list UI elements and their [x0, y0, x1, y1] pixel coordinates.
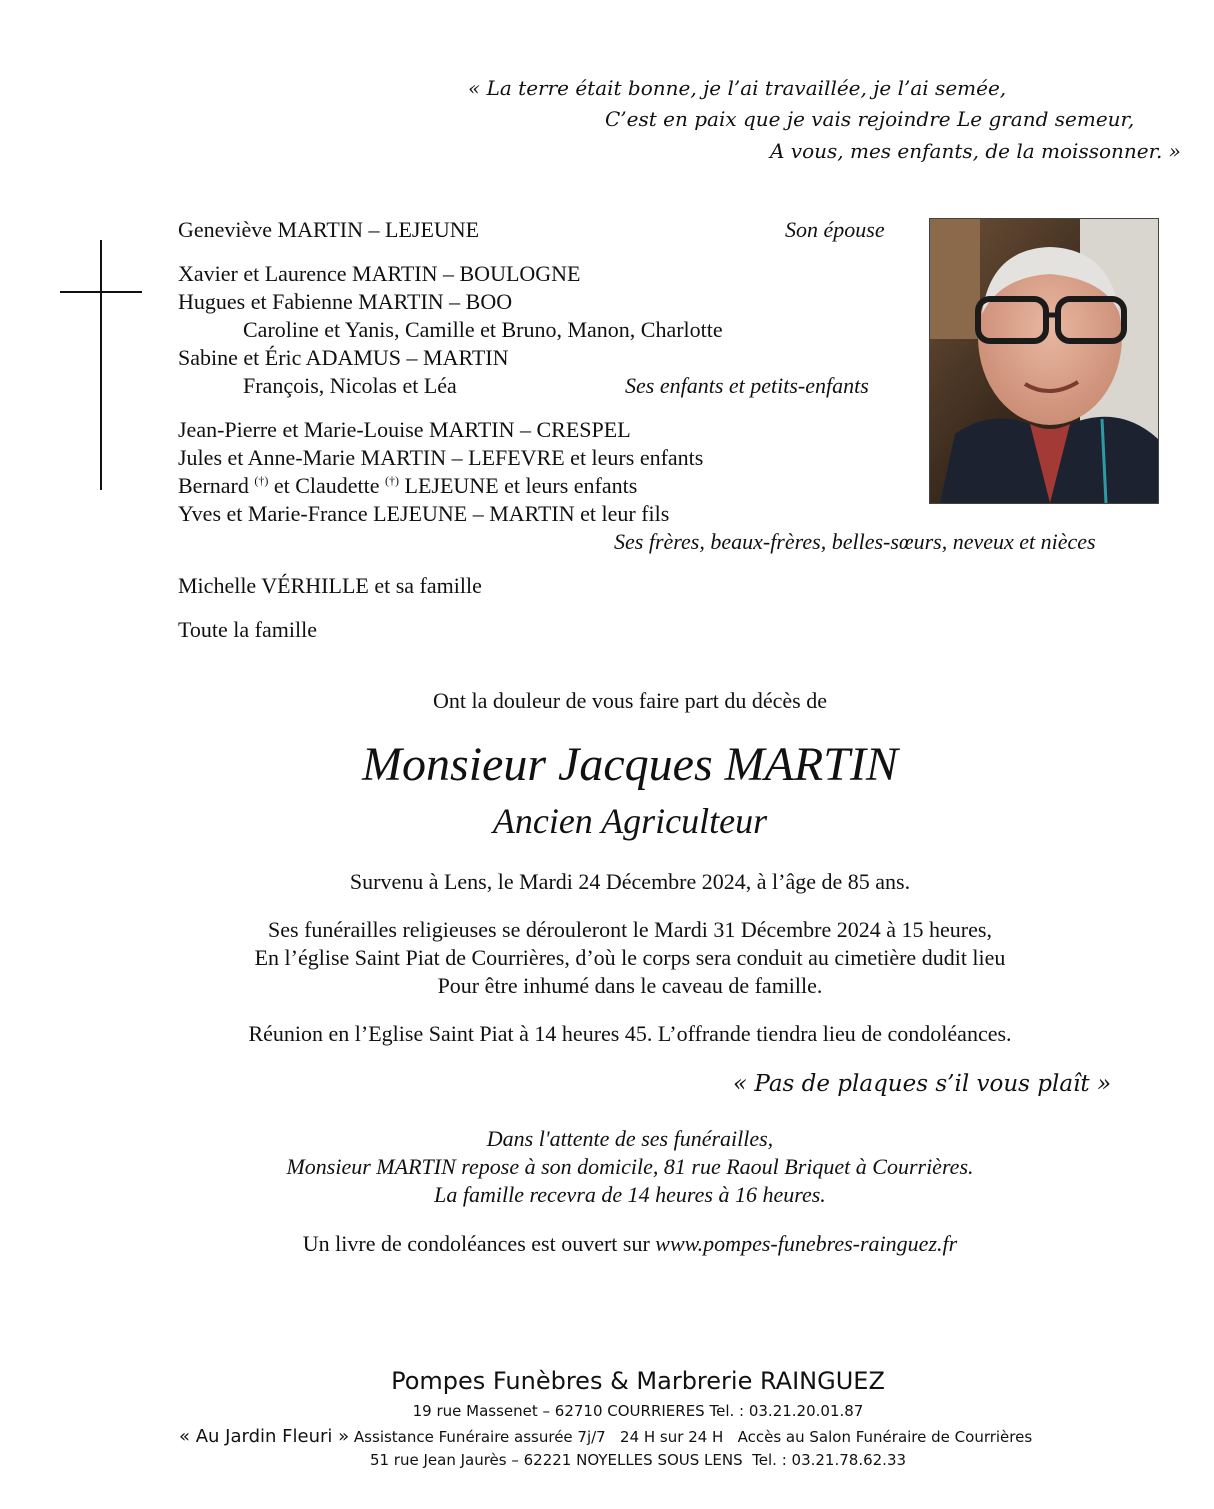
sibling-1: Jean-Pierre et Marie-Louise MARTIN – CRESPEL	[178, 417, 631, 442]
epigraph-line-1: « La terre était bonne, je l’ai travaillée, je l’ai semée,	[468, 76, 1007, 100]
child-3: Sabine et Éric ADAMUS – MARTIN	[178, 345, 509, 370]
child-1: Xavier et Laurence MARTIN – BOULOGNE	[178, 261, 581, 286]
deceased-mark: (†)	[385, 473, 400, 488]
sibling-3-first: Bernard	[178, 473, 249, 498]
assistance-text: Assistance Funéraire assurée 7j/7 24 H sur 24 H Accès au Salon Funéraire de Courrières	[353, 1428, 1033, 1446]
no-plaques-note: « Pas de plaques s’il vous plaît »	[733, 1071, 1112, 1097]
epigraph-line-3: A vous, mes enfants, de la moissonner. »	[770, 139, 1181, 163]
condolence-url-link[interactable]: www.pompes-funebres-rainguez.fr	[655, 1231, 958, 1256]
spouse-name: Geneviève MARTIN – LEJEUNE	[178, 217, 480, 242]
other-family-2: Toute la famille	[178, 617, 317, 642]
garden-name: « Au Jardin Fleuri »	[179, 1426, 350, 1447]
death-details: Survenu à Lens, le Mardi 24 Décembre 2024, à l’âge de 85 ans.	[349, 869, 911, 894]
deceased-mark: (†)	[254, 473, 269, 488]
portrait-illustration	[930, 219, 1158, 503]
funeral-line-2: En l’église Saint Piat de Courrières, d’où le corps sera conduit au cimetière dudit lieu	[254, 945, 1006, 970]
funeral-line-3: Pour être inhumé dans le caveau de famille.	[437, 973, 823, 998]
sibling-3-rest: LEJEUNE et leurs enfants	[404, 473, 638, 498]
meeting-details: Réunion en l’Eglise Saint Piat à 14 heures 45. L’offrande tiendra lieu de condoléances.	[248, 1021, 1012, 1046]
funeral-line-1: Ses funérailles religieuses se dérouleront le Mardi 31 Décembre 2024 à 15 heures,	[268, 917, 992, 942]
deceased-name: Monsieur Jacques MARTIN	[362, 738, 898, 791]
sibling-4: Yves et Marie-France LEJEUNE – MARTIN et leur fils	[178, 501, 670, 526]
company-name: Pompes Funèbres & Marbrerie RAINGUEZ	[391, 1367, 885, 1395]
condolence-line	[0, 1231, 1214, 1257]
other-family-1: Michelle VÉRHILLE et sa famille	[178, 573, 482, 598]
company-services	[179, 1426, 1032, 1447]
rest-line-2: Monsieur MARTIN repose à son domicile, 81 rue Raoul Briquet à Courrières.	[286, 1154, 974, 1179]
condolence-text: Un livre de condoléances est ouvert sur	[302, 1231, 650, 1256]
cross-icon-vertical	[100, 240, 102, 490]
grandchildren-3: François, Nicolas et Léa	[243, 373, 457, 398]
child-2: Hugues et Fabienne MARTIN – BOO	[178, 289, 513, 314]
announcement-intro: Ont la douleur de vous faire part du décès de	[432, 688, 828, 713]
deceased-occupation: Ancien Agriculteur	[492, 801, 768, 841]
grandchildren-2: Caroline et Yanis, Camille et Bruno, Manon, Charlotte	[243, 317, 723, 342]
sibling-3	[178, 473, 637, 499]
epigraph-line-2: C’est en paix que je vais rejoindre Le grand semeur,	[605, 107, 1135, 131]
siblings-role: Ses frères, beaux-frères, belles-sœurs, neveux et nièces	[614, 529, 1096, 554]
sibling-2: Jules et Anne-Marie MARTIN – LEFEVRE et leurs enfants	[178, 445, 704, 470]
portrait-photo	[929, 218, 1159, 504]
children-role: Ses enfants et petits-enfants	[625, 373, 869, 398]
cross-icon-horizontal	[60, 291, 142, 293]
company-address-1: 19 rue Massenet – 62710 COURRIERES Tel. : 03.21.20.01.87	[412, 1402, 864, 1420]
spouse-role: Son épouse	[785, 217, 885, 242]
rest-line-3: La famille recevra de 14 heures à 16 heures.	[434, 1182, 826, 1207]
company-address-2: 51 rue Jean Jaurès – 62221 NOYELLES SOUS LENS Tel. : 03.21.78.62.33	[369, 1451, 907, 1469]
rest-line-1: Dans l'attente de ses funérailles,	[486, 1126, 774, 1151]
sibling-3-second: et Claudette	[273, 473, 380, 498]
